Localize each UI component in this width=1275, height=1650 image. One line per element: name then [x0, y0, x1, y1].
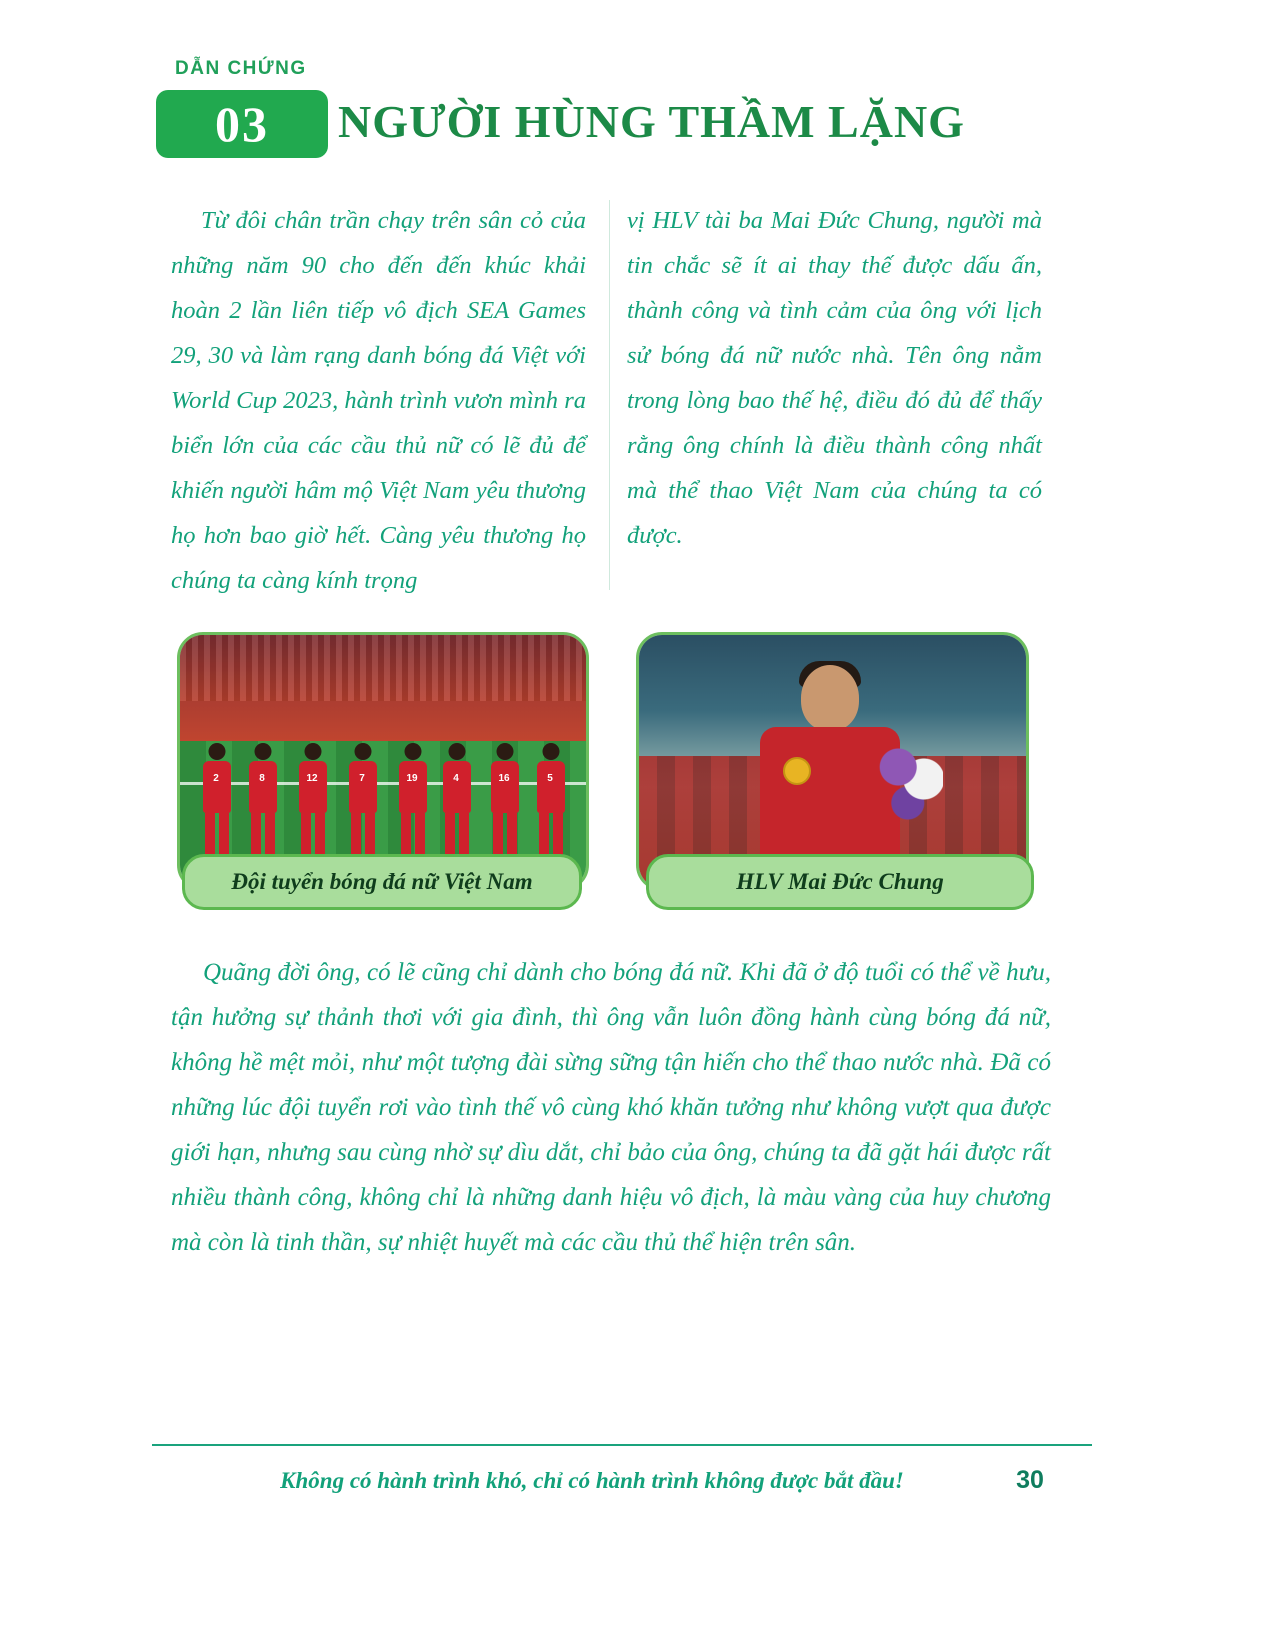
player-figure: 12 — [298, 743, 328, 863]
body-paragraph-block — [171, 950, 1051, 1265]
footer-motto: Không có hành trình khó, chỉ có hành trình không được bắt đầu! — [280, 1468, 904, 1493]
page-title: NGƯỜI HÙNG THẦM LẶNG — [338, 96, 965, 147]
figure-caption-coach: HLV Mai Đức Chung — [646, 854, 1034, 910]
player-figure: 16 — [490, 743, 520, 863]
player-figure: 2 — [202, 743, 232, 863]
figure-coach — [636, 632, 1036, 932]
intro-column-right — [627, 198, 1042, 558]
figure-team — [177, 632, 587, 932]
photo-coach-mai-duc-chung — [636, 632, 1029, 891]
player-figure: 4 — [442, 743, 472, 863]
column-divider — [609, 200, 610, 590]
player-figure: 5 — [536, 743, 566, 863]
figure-caption-team: Đội tuyển bóng đá nữ Việt Nam — [182, 854, 582, 910]
player-figure: 19 — [398, 743, 428, 863]
page-number: 30 — [1016, 1466, 1044, 1494]
section-number-badge — [156, 90, 328, 158]
coach-head — [801, 665, 859, 731]
footer-divider — [152, 1444, 1092, 1446]
photo-crowd — [180, 635, 586, 701]
intro-column-left — [171, 198, 586, 603]
pitch-line — [180, 782, 586, 785]
body-paragraph: Quãng đời ông, có lẽ cũng chỉ dành cho bóng đá nữ. Khi đã ở độ tuổi có thể về hưu, tận hưởng sự thảnh thơi với gia đình, thì ông vẫn luôn đồng hành cùng bóng đá nữ, không hề mệt mỏi, như một tượng đài sừng sững tận hiến cho thể thao nước nhà. Đã có những lúc đội tuyển rơi vào tình thế vô cùng khó khăn tưởng như không vượt qua được giới hạn, nhưng sau cùng nhờ sự dìu dắt, chỉ bảo của ông, chúng ta đã gặt hái được rất nhiều thành công, không chỉ là những danh hiệu vô địch, là màu vàng của huy chương mà còn là tinh thần, sự nhiệt huyết mà các cầu thủ thể hiện trên sân. — [171, 959, 1051, 1256]
bouquet-icon — [879, 743, 943, 823]
section-number: 03 — [215, 96, 269, 152]
player-figure: 7 — [348, 743, 378, 863]
intro-paragraph-left: Từ đôi chân trần chạy trên sân cỏ của những năm 90 cho đến đến khúc khải hoàn 2 lần liên tiếp vô địch SEA Games 29, 30 và làm rạng danh bóng đá Việt với World Cup 2023, hành trình vươn mình ra biển lớn của các cầu thủ nữ có lẽ đủ để khiến người hâm mộ Việt Nam yêu thương họ hơn bao giờ hết. Càng yêu thương họ chúng ta càng kính trọng — [171, 207, 586, 594]
section-eyebrow: DẪN CHỨNG — [175, 58, 307, 79]
intro-paragraph-right: vị HLV tài ba Mai Đức Chung, người mà tin chắc sẽ ít ai thay thế được dấu ấn, thành công và tình cảm của ông với lịch sử bóng đá nữ nước nhà. Tên ông nằm trong lòng bao thế hệ, điều đó đủ để thấy rằng ông chính là điều thành công nhất mà thể thao Việt Nam của chúng ta có được. — [627, 207, 1042, 549]
photo-vietnam-womens-football-team — [177, 632, 589, 891]
player-figure: 8 — [248, 743, 278, 863]
